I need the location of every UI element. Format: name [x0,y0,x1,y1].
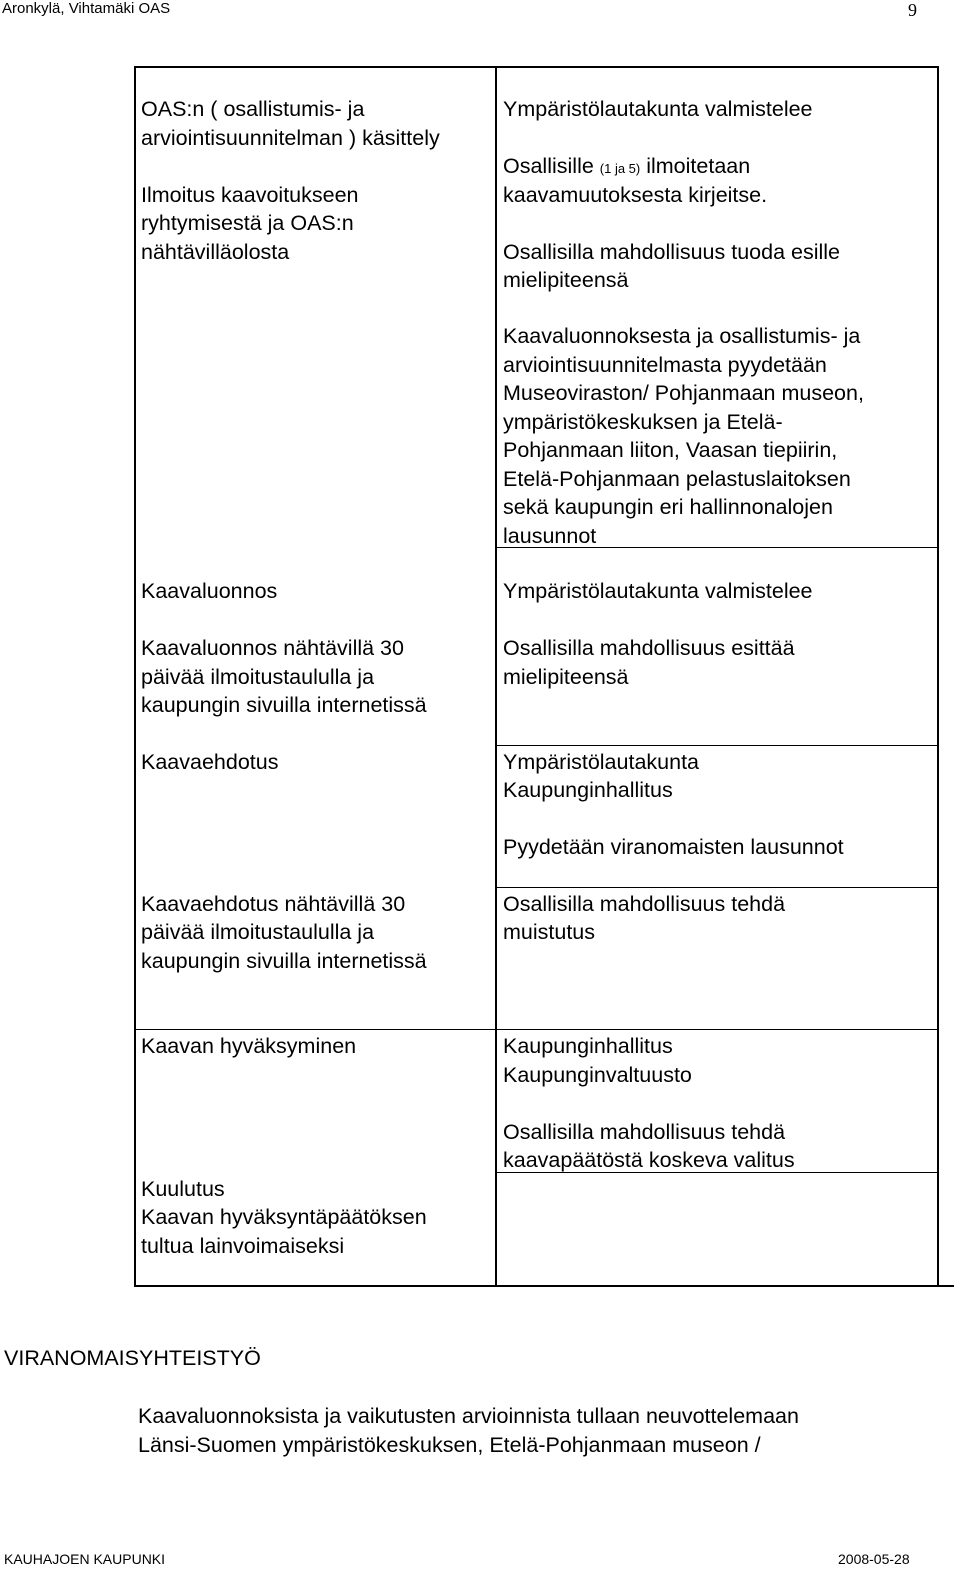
proposal-display-text: Kaavaehdotus nähtävillä 30 [141,891,406,916]
paragraph-line: Länsi-Suomen ympäristökeskuksen, Etelä-Pohjanmaan museon / [138,1433,761,1457]
environment-committee-text: Ympäristölautakunta [503,749,699,774]
header-page-number: 9 [908,0,917,20]
section-heading: VIRANOMAISYHTEISTYÖ [4,1346,261,1370]
notice-label-cont-2: nähtävilläolosta [141,239,290,264]
oas-handling-label: OAS:n ( osallistumis- ja [141,97,365,121]
opinion-opportunity-text: Osallisilla mahdollisuus tuoda esille [503,239,840,264]
announcement-label: Kuulutus [141,1176,225,1201]
appeal-opportunity-text-cont: kaavapäätöstä koskeva valitus [503,1148,795,1172]
opinion-opportunity-text-cont: mielipiteensä [503,268,629,292]
paragraph-line: Kaavaluonnoksista ja vaikutusten arvioinnista tullaan neuvottelemaan [138,1404,799,1428]
row-divider-2 [496,745,938,746]
opinion-opportunity-text: Osallisilla mahdollisuus esittää [503,636,795,660]
header-document-title: Aronkylä, Vihtamäki OAS [2,0,171,17]
stakeholders-notified-text: Osallisille (1 ja 5) ilmoitetaan [503,154,751,178]
table-border-right [937,66,939,1287]
city-government-text: Kaupunginhallitus [503,1034,673,1058]
authority-statements-text: Pyydetään viranomaisten lausunnot [503,835,844,859]
city-government-text: Kaupunginhallitus [503,778,673,802]
row-divider-4 [135,1029,938,1030]
committee-prepares-text: Ympäristölautakunta valmistelee [503,579,813,603]
proposal-display-text-cont: kaupungin sivuilla internetissä [141,948,427,973]
proposal-display-text-cont: päivää ilmoitustaululla ja [141,920,375,944]
table-border-left [134,66,136,1287]
city-council-text: Kaupunginvaltuusto [503,1062,692,1087]
statement-request-line: Pohjanmaan liiton, Vaasan tiepiirin, [503,438,838,462]
table-border-top [134,66,939,68]
statement-request-line: sekä kaupungin eri hallinnonalojen [503,495,833,519]
draft-plan-display-text: Kaavaluonnos nähtävillä 30 [141,636,404,660]
statement-request-line: lausunnot [503,523,597,548]
statement-request-line: Museoviraston/ Pohjanmaan museon, [503,381,864,405]
stakeholders-notified-text-cont: kaavamuutoksesta kirjeitse. [503,182,768,207]
draft-plan-display-text-cont: kaupungin sivuilla internetissä [141,693,427,717]
statement-request-line: Etelä-Pohjanmaan pelastuslaitoksen [503,466,851,491]
draft-plan-label: Kaavaluonnos [141,579,278,603]
table-border-middle [495,66,497,1287]
oas-handling-label-cont: arviointisuunnitelman ) käsittely [141,125,440,150]
plan-approval-label: Kaavan hyväksyminen [141,1034,357,1058]
reminder-opportunity-text-cont: muistutus [503,920,596,944]
footer-organization: KAUHAJOEN KAUPUNKI [4,1551,166,1567]
notice-label: Ilmoitus kaavoitukseen [141,182,359,207]
footer-date: 2008-05-28 [838,1551,910,1567]
approval-decision-text-cont: tultua lainvoimaiseksi [141,1233,345,1258]
statement-request-line: arviointisuunnitelmasta pyydetään [503,352,827,377]
section-paragraph [138,1402,799,1460]
notice-label-cont-1: ryhtymisestä ja OAS:n [141,211,354,235]
statement-request-line: ympäristökeskuksen ja Etelä- [503,409,783,434]
row-divider-3 [496,887,938,888]
plan-proposal-label: Kaavaehdotus [141,749,279,774]
draft-plan-display-text-cont: päivää ilmoitustaululla ja [141,664,375,689]
reminder-opportunity-text: Osallisilla mahdollisuus tehdä [503,891,786,916]
table-border-bottom [134,1285,954,1287]
appeal-opportunity-text: Osallisilla mahdollisuus tehdä [503,1119,786,1144]
committee-prepares-text: Ympäristölautakunta valmistelee [503,97,813,121]
opinion-opportunity-text-cont: mielipiteensä [503,664,629,689]
approval-decision-text: Kaavan hyväksyntäpäätöksen [141,1205,427,1229]
statement-request-line: Kaavaluonnoksesta ja osallistumis- ja [503,324,861,348]
